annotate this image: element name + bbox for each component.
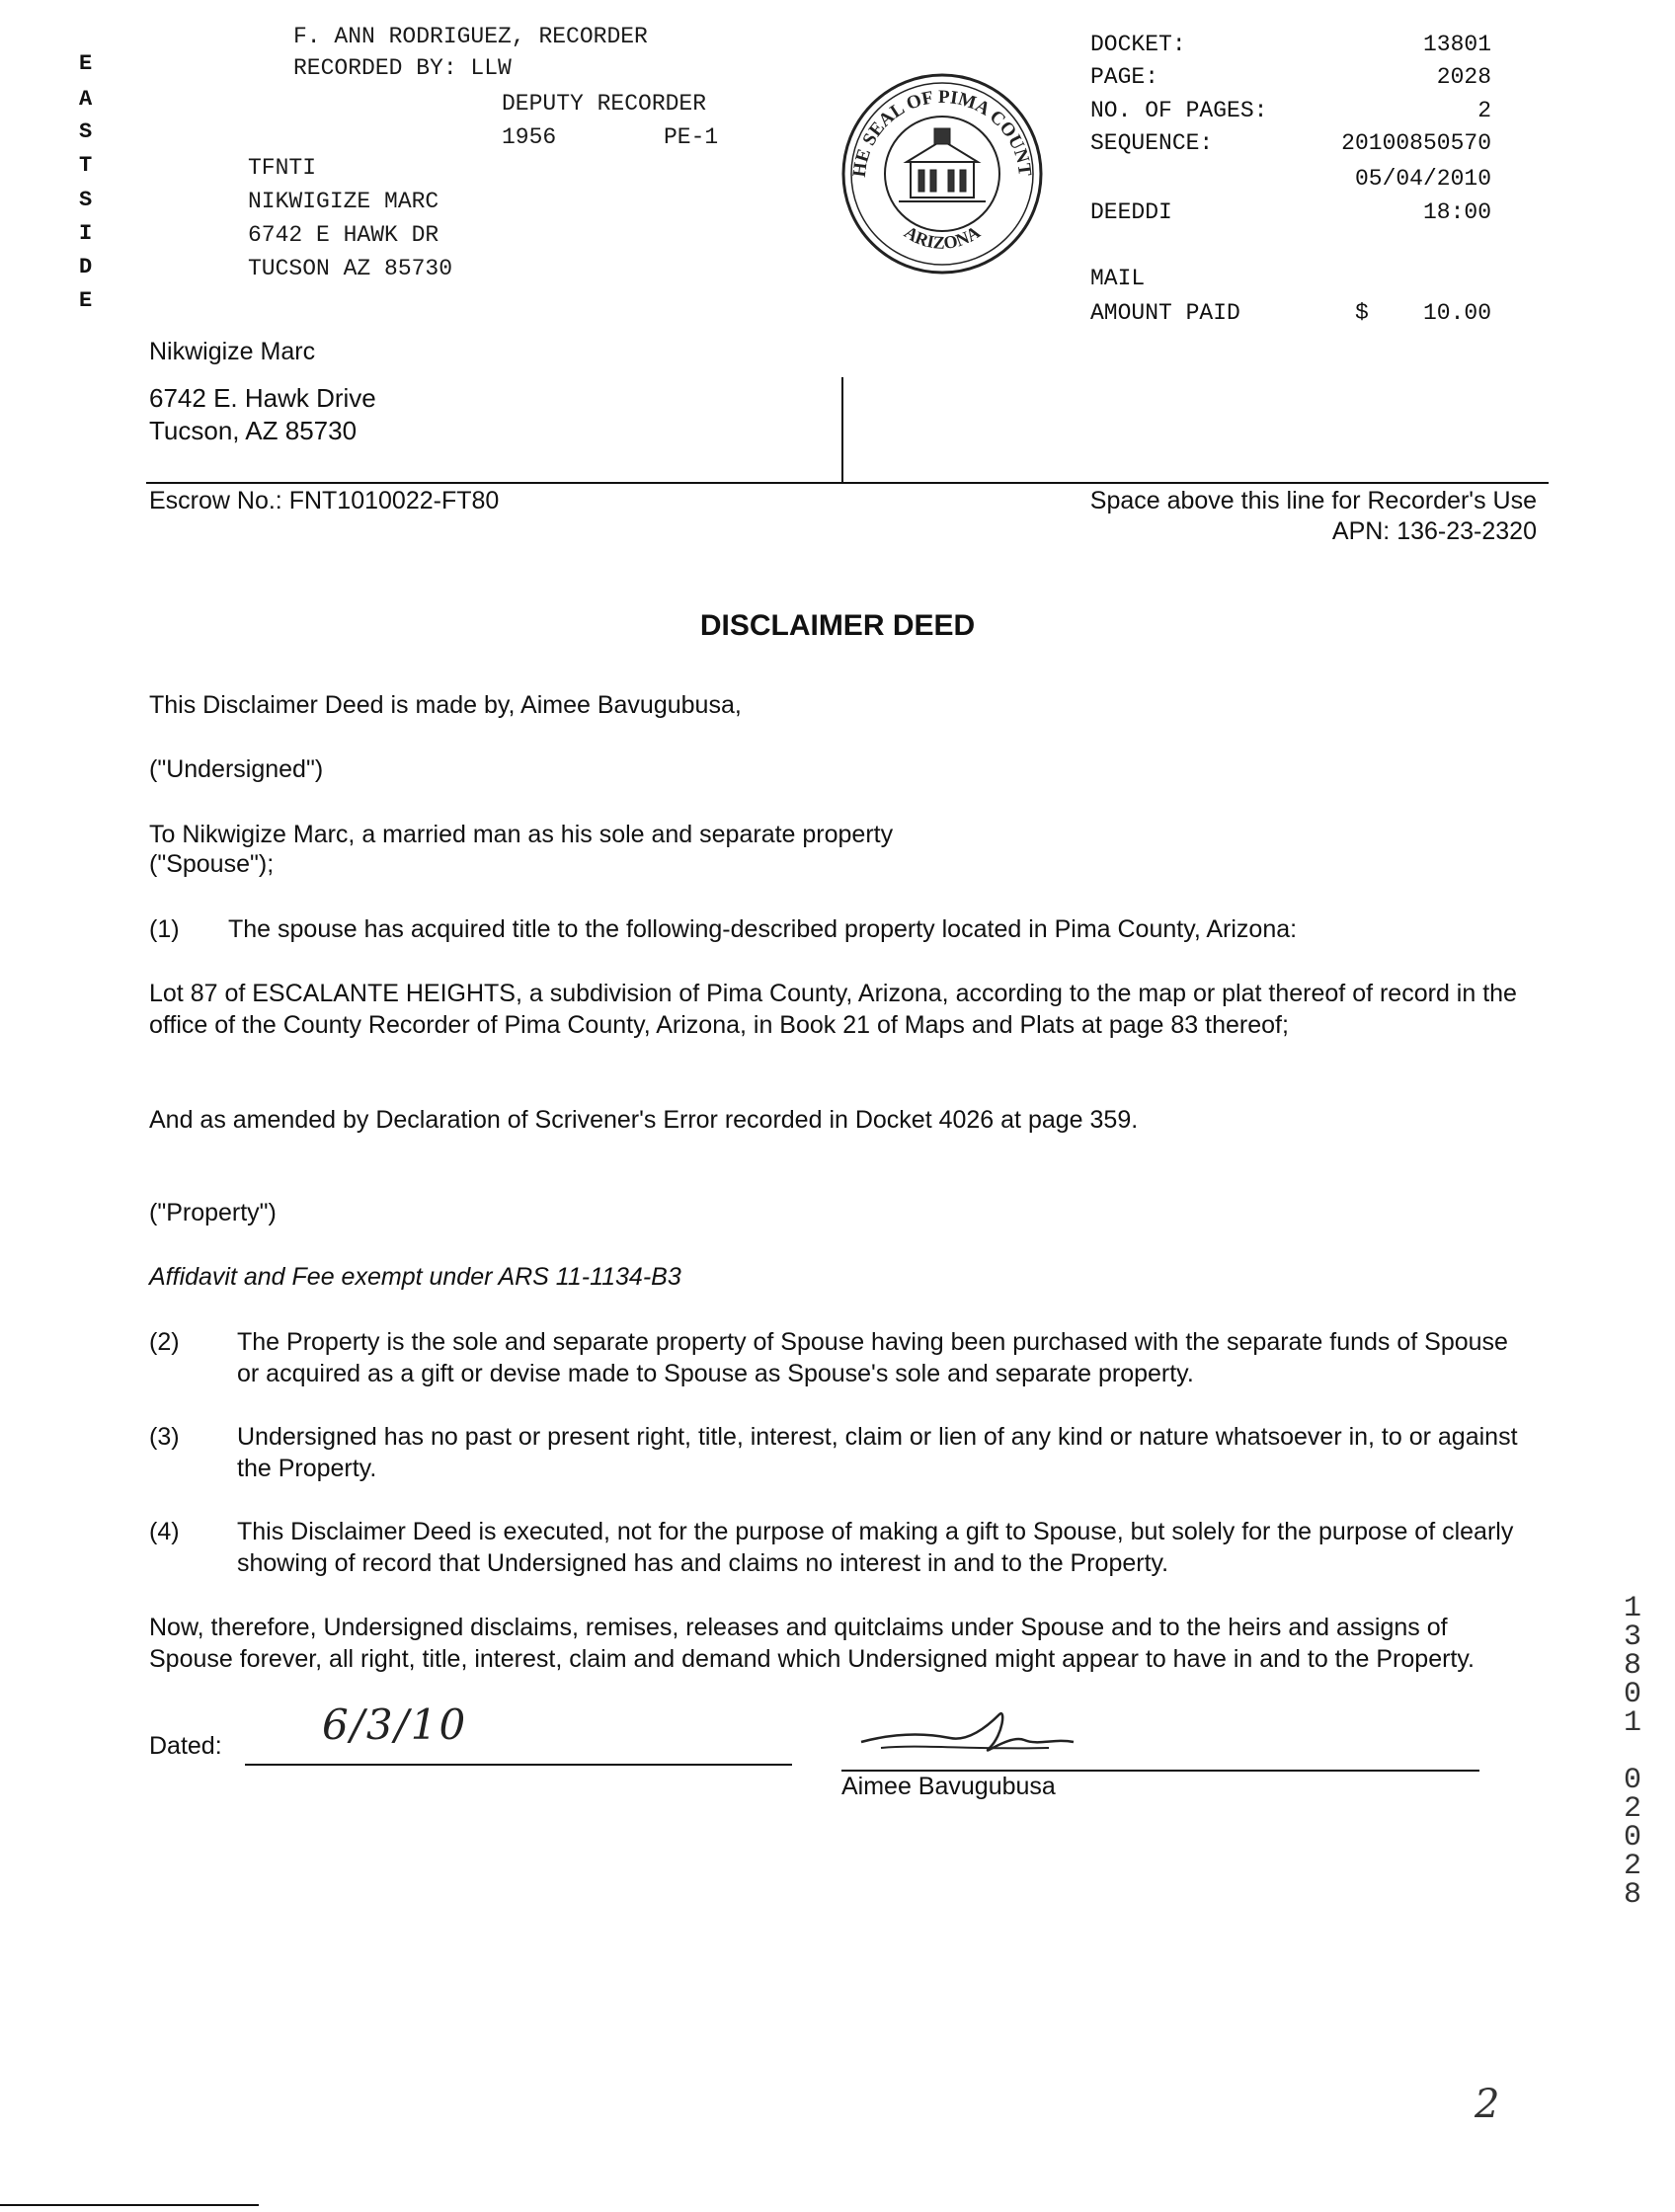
to-line: To Nikwigize Marc, a married man as his sole and separate property — [149, 821, 894, 848]
side-stamp-letter: D — [79, 255, 93, 279]
return-city: Tucson, AZ 85730 — [149, 416, 358, 445]
item-1-number: (1) — [149, 915, 180, 943]
seal-graphic — [839, 71, 1045, 276]
recorder-use-line — [146, 482, 1549, 484]
dated-line — [245, 1764, 792, 1766]
amount-value: $ 10.00 — [1354, 300, 1491, 326]
pages-value: 2 — [1477, 98, 1491, 123]
recorder-use-note: Space above this line for Recorder's Use — [1089, 487, 1537, 514]
pages-label: NO. OF PAGES: — [1090, 98, 1268, 123]
sequence-row — [1090, 130, 1491, 156]
vertical-stamp-char: 8 — [1623, 1649, 1641, 1683]
page-mark: 2 — [1475, 2082, 1500, 2127]
sequence-label: SEQUENCE: — [1090, 130, 1214, 156]
spouse-label: ("Spouse"); — [149, 850, 275, 878]
dated-label: Dated: — [149, 1732, 222, 1760]
side-stamp-letter: S — [79, 188, 93, 212]
svg-text:ARIZONA — [901, 222, 984, 253]
sequence-value: 20100850570 — [1341, 130, 1491, 156]
docket-value: 13801 — [1422, 32, 1491, 57]
address-box-divider — [841, 377, 843, 482]
docket-row — [1090, 32, 1491, 57]
item-2-text: The Property is the sole and separate property of Spouse having been purchased with the separate funds of Spouse or acquired as a gift or devise made to Spouse as Spouse's sole and separate property. — [237, 1328, 1508, 1387]
side-stamp-letter: E — [79, 51, 93, 76]
item-3-number: (3) — [149, 1423, 180, 1451]
legal-description: Lot 87 of ESCALANTE HEIGHTS, a subdivision of Pima County, Arizona, according to the map or plat thereof of record in the office of the County Recorder of Pima County, Arizona, in Book 21 of Maps and Plats at page 83 thereof; — [149, 980, 1517, 1039]
mail-row — [1090, 266, 1491, 291]
pages-row — [1090, 98, 1491, 123]
vertical-docket-stamp — [1613, 1592, 1652, 1912]
vertical-stamp-char: 0 — [1623, 1678, 1641, 1711]
signature — [851, 1704, 1088, 1774]
item-4-number: (4) — [149, 1518, 180, 1545]
tfnti: TFNTI — [248, 155, 317, 181]
vertical-stamp-char: 0 — [1623, 1821, 1641, 1855]
intro-line: This Disclaimer Deed is made by, Aimee Bavugubusa, — [149, 691, 742, 719]
recorder-name: F. ANN RODRIGUEZ, RECORDER — [293, 24, 648, 49]
county-seal — [839, 71, 1045, 276]
deeddi-value: 18:00 — [1422, 199, 1491, 225]
item-2-number: (2) — [149, 1328, 180, 1356]
apn: APN: 136-23-2320 — [1331, 517, 1537, 545]
side-stamp-letter: S — [79, 119, 93, 144]
amount-row — [1090, 300, 1491, 326]
side-stamp-letter: I — [79, 221, 93, 246]
property-label: ("Property") — [149, 1199, 277, 1226]
undersigned-label: ("Undersigned") — [149, 755, 324, 783]
side-stamp-letter: T — [79, 153, 93, 178]
return-name: Nikwigize Marc — [149, 338, 316, 365]
mail-label: MAIL — [1090, 266, 1146, 291]
side-stamp-letter: A — [79, 87, 93, 112]
seal-text-top: HE SEAL OF PIMA COUNT — [848, 86, 1036, 179]
amended-line: And as amended by Declaration of Scrivener's Error recorded in Docket 4026 at page 359. — [149, 1106, 1139, 1134]
item-4-text: This Disclaimer Deed is executed, not for the purpose of making a gift to Spouse, but solely for the purpose of clearly showing of record that Undersigned has and claims no interest in and to the Property. — [237, 1518, 1514, 1577]
vertical-stamp-char: 8 — [1623, 1878, 1641, 1912]
vertical-stamp-char: 2 — [1623, 1792, 1641, 1826]
mail-name: NIKWIGIZE MARC — [248, 189, 439, 214]
deeddi-label: DEEDDI — [1090, 199, 1172, 225]
now-therefore-paragraph: Now, therefore, Undersigned disclaims, remises, releases and quitclaims under Spouse and to the heirs and assigns of Spouse forever, all right, title, interest, claim and demand which Undersigned might appear to have in and to the Property. — [149, 1614, 1475, 1673]
vertical-stamp-char: 2 — [1623, 1850, 1641, 1883]
return-name-cut — [149, 338, 316, 367]
seal-text-bottom: ARIZONA — [901, 221, 984, 253]
side-stamp-letter: E — [79, 288, 93, 313]
page-value: 2028 — [1436, 64, 1491, 90]
recorded-by: RECORDED BY: LLW — [293, 55, 512, 81]
deeddi-row — [1090, 199, 1491, 225]
mail-street: 6742 E HAWK DR — [248, 222, 439, 248]
signer-name: Aimee Bavugubusa — [841, 1773, 1056, 1800]
item-3-text: Undersigned has no past or present right, title, interest, claim or lien of any kind or nature whatsoever in, to or against the Property. — [237, 1423, 1518, 1482]
vertical-stamp-char — [1613, 1738, 1652, 1767]
vertical-stamp-char: 1 — [1623, 1592, 1641, 1625]
recorder-code: 1956 — [502, 124, 557, 150]
exempt-line: Affidavit and Fee exempt under ARS 11-1134-B3 — [149, 1263, 681, 1291]
return-street: 6742 E. Hawk Drive — [149, 383, 376, 413]
date-value: 05/04/2010 — [1354, 166, 1491, 192]
scan-edge-line — [0, 2204, 259, 2206]
amount-label: AMOUNT PAID — [1090, 300, 1240, 326]
seal-building-icon — [899, 128, 986, 201]
page-label: PAGE: — [1090, 64, 1159, 90]
escrow-number: Escrow No.: FNT1010022-FT80 — [149, 487, 500, 514]
vertical-stamp-char: 1 — [1623, 1706, 1641, 1740]
vertical-stamp-char: 3 — [1623, 1620, 1641, 1654]
page-title: DISCLAIMER DEED — [699, 609, 976, 642]
page-row — [1090, 64, 1491, 90]
deputy-recorder: DEPUTY RECORDER — [502, 91, 707, 117]
signature-mark — [851, 1704, 1088, 1774]
dated-value: 6/3/10 — [322, 1700, 468, 1749]
signature-line — [841, 1770, 1479, 1772]
mail-city: TUCSON AZ 85730 — [248, 256, 453, 281]
docket-label: DOCKET: — [1090, 32, 1186, 57]
recorder-pe: PE-1 — [664, 124, 719, 150]
vertical-stamp-char: 0 — [1623, 1764, 1641, 1797]
item-1-text: The spouse has acquired title to the following-described property located in Pima County, Arizona: — [228, 915, 1298, 943]
